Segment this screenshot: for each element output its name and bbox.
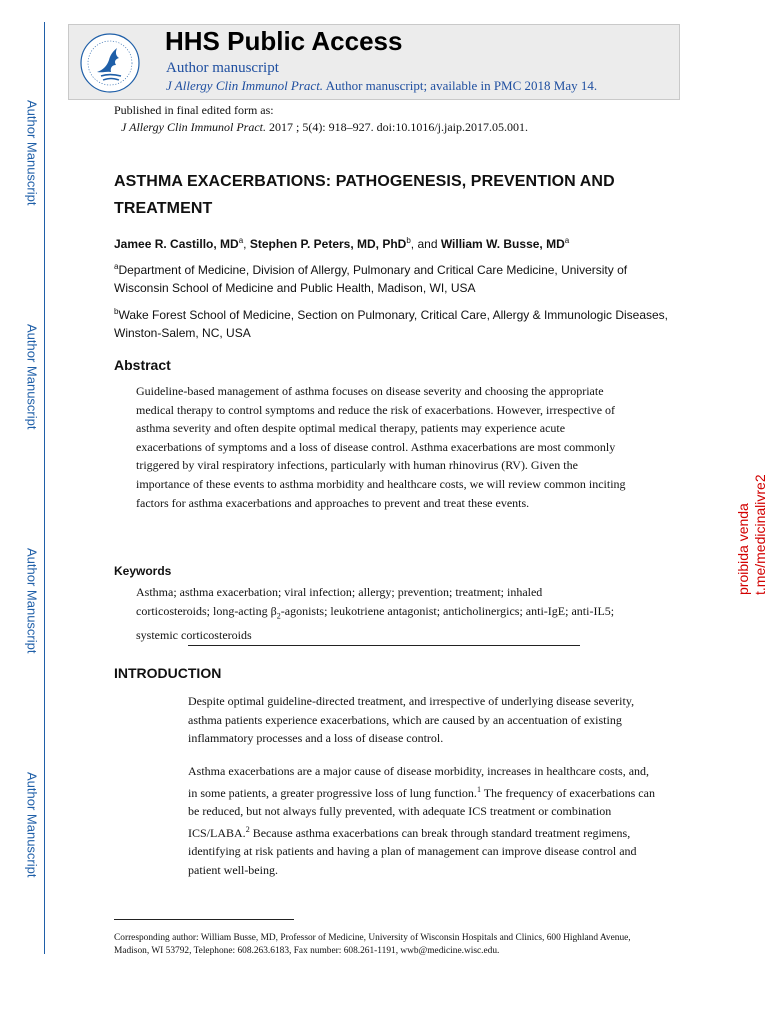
sidebar-divider <box>44 22 45 954</box>
affiliation-b-sup: b <box>114 307 119 316</box>
sidebar-label-2: Author Manuscript <box>24 324 40 430</box>
author-affiliation-sup: a <box>564 236 570 245</box>
publication-details: 2017 ; 5(4): 918–927. doi:10.1016/j.jaip.2017.05.001. <box>265 120 528 134</box>
publication-citation <box>121 120 528 135</box>
keywords-text <box>136 583 618 644</box>
author-affiliation-sup: b <box>406 236 411 245</box>
watermark-line-1: proibida venda <box>735 503 751 595</box>
sidebar-label-3: Author Manuscript <box>24 548 40 654</box>
sidebar-label-4: Author Manuscript <box>24 772 40 878</box>
reference-2-link[interactable]: 2 <box>245 824 250 834</box>
keywords-subscript: 2 <box>276 610 281 620</box>
introduction-paragraph-2 <box>188 762 660 880</box>
hhs-eagle-seal-icon <box>79 32 141 94</box>
hhs-title: HHS Public Access <box>165 26 403 56</box>
author-separator: , and <box>410 237 441 251</box>
watermark <box>735 430 768 595</box>
hhs-header <box>68 24 680 100</box>
intro-p2-part-2: The frequency of exacerbations can be reduced, but not always fully prevented, with adequate ICS treatment or combination ICS/LABA. <box>188 785 655 840</box>
intro-p2-part-1: Asthma exacerbations are a major cause of disease morbidity, increases in healthcare costs, and, in some patients, a greater progressive loss of lung function. <box>188 764 650 800</box>
author-separator: , <box>243 237 250 251</box>
keywords-heading: Keywords <box>114 564 172 578</box>
reference-1-link[interactable]: 1 <box>476 784 481 794</box>
keywords-part-2: -agonists; leukotriene antagonist; anticholinergics; anti-IgE; anti-IL5; systemic corticosteroids <box>136 603 615 642</box>
hhs-subtitle[interactable]: Author manuscript <box>166 60 279 76</box>
hhs-citation-rest: Author manuscript; available in PMC 2018 May 14. <box>323 78 598 93</box>
abstract-heading: Abstract <box>114 357 171 373</box>
affiliation-b-text: Wake Forest School of Medicine, Section on Pulmonary, Critical Care, Allergy & Immunologic Diseases, Winston-Salem, NC, USA <box>114 308 669 340</box>
intro-p2-part-3: Because asthma exacerbations can break through standard treatment regimens, identifying at risk patients and having a plan of management can improve disease control and patient well-being. <box>188 825 637 877</box>
abstract-text: Guideline-based management of asthma focuses on disease severity and choosing the appropriate medical therapy to control symptoms and reduce the risk of exacerbations. However, irrespective of asthma severity and often despite optimal medical therapy, patients may experience acute exacerbations of symptoms and a loss of disease control. Asthma exacerbations are most commonly triggered by viral respiratory infections, particularly with human rhinovirus (RV). Given the importance of these events to asthma morbidity and healthcare costs, we will review common inciting factors for asthma exacerbations and approaches to prevent and treat these events. <box>136 384 626 510</box>
hhs-citation-journal: J Allergy Clin Immunol Pract. <box>166 78 324 93</box>
publication-journal: J Allergy Clin Immunol Pract. <box>121 120 266 134</box>
author-affiliation-sup: a <box>238 236 244 245</box>
article-title: ASTHMA EXACERBATIONS: PATHOGENESIS, PREVENTION AND TREATMENT <box>114 173 615 217</box>
affiliation-a-text: Department of Medicine, Division of Allergy, Pulmonary and Critical Care Medicine, University of Wisconsin School of Medicine and Public Health, Madison, WI, USA <box>114 263 628 295</box>
author-name: Stephen P. Peters, MD, PhD <box>249 237 407 251</box>
author-name: Jamee R. Castillo, MD <box>114 237 239 251</box>
corresponding-author-footnote: Corresponding author: William Busse, MD, Professor of Medicine, University of Wisconsin Hospitals and Clinics, 600 Highland Avenue, Madison, WI 53792, Telephone: 608.263.6183, Fax number: 608.261-1191, wwb@medicine.wisc.edu. <box>114 933 631 956</box>
author-list <box>114 236 569 251</box>
section-divider <box>188 645 580 646</box>
affiliation-a-sup: a <box>114 262 119 271</box>
introduction-heading: INTRODUCTION <box>114 665 222 681</box>
affiliation-a <box>114 258 674 297</box>
footnote-divider <box>114 919 294 920</box>
publication-label: Published in final edited form as: <box>114 103 274 117</box>
author-name: William W. Busse, MD <box>440 237 565 251</box>
introduction-paragraph-1: Despite optimal guideline-directed treatment, and irrespective of underlying disease severity, asthma patients experience exacerbations, which are caused by an accentuation of existing inflammatory processes and a loss of disease control. <box>188 694 635 746</box>
keywords-part-1: Asthma; asthma exacerbation; viral infection; allergy; prevention; treatment; inhaled corticosteroids; long-acting β <box>136 585 543 618</box>
hhs-citation[interactable] <box>166 78 597 94</box>
watermark-line-2: t.me/medicinalivre2 <box>752 474 768 595</box>
sidebar-label-1: Author Manuscript <box>24 100 40 206</box>
affiliation-b <box>114 303 674 342</box>
